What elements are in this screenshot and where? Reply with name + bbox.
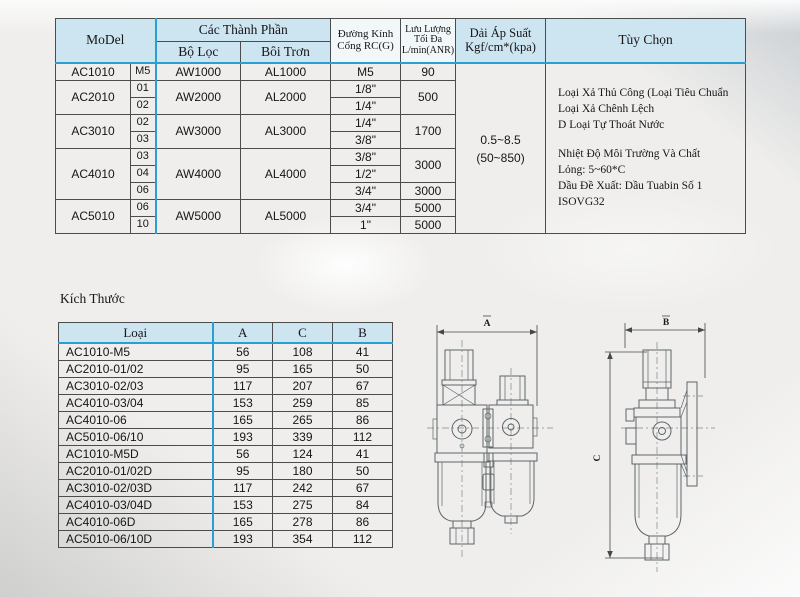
- port-cell: 3/4": [331, 183, 401, 200]
- dim-b-cell: 86: [333, 412, 393, 429]
- lubricator-cell: AL1000: [241, 63, 331, 81]
- option-line: Loại Xả Thủ Công (Loại Tiêu Chuẩn: [558, 87, 729, 100]
- dim-header-type: Loại: [59, 323, 213, 344]
- dim-b-cell: 50: [333, 463, 393, 480]
- header-port: [331, 19, 401, 64]
- dim-b-cell: 67: [333, 378, 393, 395]
- model-cell: AC3010: [56, 115, 131, 149]
- lubricator-cell: AL4000: [241, 149, 331, 200]
- port-cell: 1/4": [331, 98, 401, 115]
- dim-type-cell: AC2010-01/02D: [59, 463, 213, 480]
- filter-cell: AW1000: [156, 63, 241, 81]
- dim-type-cell: AC1010-M5: [59, 343, 213, 361]
- dim-row: [59, 429, 393, 446]
- pressure-range-cell: [456, 63, 546, 234]
- dim-a-cell: 193: [213, 429, 273, 446]
- dim-a-cell: 193: [213, 531, 273, 548]
- dim-header-a: A: [213, 323, 273, 344]
- dim-row: [59, 531, 393, 548]
- port-cell: 1/8": [331, 81, 401, 98]
- option-line: Nhiệt Độ Môi Trường Và Chất: [558, 148, 701, 161]
- flow-cell: 5000: [401, 200, 456, 217]
- port-cell: 1": [331, 217, 401, 234]
- dim-a-cell: 117: [213, 378, 273, 395]
- dim-b-cell: 67: [333, 480, 393, 497]
- option-gap: [558, 134, 739, 147]
- sub-model-cell: 04: [131, 166, 156, 183]
- filter-cell: AW4000: [156, 149, 241, 200]
- dim-b-cell: 112: [333, 531, 393, 548]
- spec-row: [56, 63, 746, 81]
- dim-type-cell: AC4010-03/04D: [59, 497, 213, 514]
- dimensions-section-title: Kích Thước: [60, 291, 125, 306]
- header-pressure-line1: Dải Áp Suất: [469, 26, 532, 41]
- header-lubricator: Bôi Trơn: [241, 42, 331, 64]
- dim-c-cell: 165: [273, 361, 333, 378]
- flow-cell: 5000: [401, 217, 456, 234]
- dim-a-cell: 165: [213, 412, 273, 429]
- dim-c-cell: 339: [273, 429, 333, 446]
- dimension-b: [625, 316, 705, 378]
- flow-cell: 3000: [401, 149, 456, 183]
- port-cell: 3/8": [331, 132, 401, 149]
- dim-c-cell: 207: [273, 378, 333, 395]
- dim-c-cell: 259: [273, 395, 333, 412]
- dim-c-cell: 124: [273, 446, 333, 463]
- dimension-a: [437, 316, 537, 406]
- side-view-drawing: [583, 306, 773, 586]
- header-port-line2: Cổng RC(G): [337, 39, 394, 52]
- option-line: Dầu Đề Xuất: Dầu Tuabin Số 1 ISOVG32: [558, 179, 703, 208]
- dim-type-cell: AC4010-03/04: [59, 395, 213, 412]
- dim-type-cell: AC3010-02/03: [59, 378, 213, 395]
- dim-a-cell: 56: [213, 446, 273, 463]
- dim-row: [59, 446, 393, 463]
- option-line: D Loại Tự Thoát Nước: [558, 119, 665, 132]
- header-flow: [401, 19, 456, 64]
- dimension-table: [58, 322, 393, 548]
- dim-row: [59, 343, 393, 361]
- dim-c-cell: 265: [273, 412, 333, 429]
- header-flow-line2: Tối Đa: [413, 34, 443, 46]
- option-line: Lỏng: 5~60*C: [558, 163, 626, 176]
- filter-cell: AW5000: [156, 200, 241, 234]
- dim-row: [59, 514, 393, 531]
- dim-c-cell: 278: [273, 514, 333, 531]
- lubricator-cell: AL3000: [241, 115, 331, 149]
- dim-b-cell: 85: [333, 395, 393, 412]
- sub-model-cell: 06: [131, 183, 156, 200]
- dim-label-b: B: [662, 318, 670, 328]
- flow-cell: 90: [401, 63, 456, 81]
- header-pressure: [456, 19, 546, 64]
- dim-a-cell: 56: [213, 343, 273, 361]
- dim-label-c: C: [593, 454, 603, 462]
- port-cell: 1/2": [331, 166, 401, 183]
- model-cell: AC4010: [56, 149, 131, 200]
- header-port-line1: Đường Kính: [337, 27, 394, 40]
- dim-a-cell: 95: [213, 463, 273, 480]
- dim-b-cell: 84: [333, 497, 393, 514]
- dim-a-cell: 153: [213, 395, 273, 412]
- dim-c-cell: 275: [273, 497, 333, 514]
- dim-header-b: B: [333, 323, 393, 344]
- dim-type-cell: AC5010-06/10D: [59, 531, 213, 548]
- sub-model-cell: 03: [131, 132, 156, 149]
- port-cell: 3/4": [331, 200, 401, 217]
- header-components: Các Thành Phần: [156, 19, 331, 42]
- dim-type-cell: AC2010-01/02: [59, 361, 213, 378]
- header-options: Tùy Chọn: [546, 19, 746, 64]
- dim-b-cell: 86: [333, 514, 393, 531]
- sub-model-cell: 03: [131, 149, 156, 166]
- dim-row: [59, 361, 393, 378]
- header-flow-line1: Lưu Lượng: [405, 23, 451, 35]
- pressure-range-line2: (50~850): [476, 150, 525, 165]
- dim-row: [59, 412, 393, 429]
- dim-header-c: C: [273, 323, 333, 344]
- dim-a-cell: 165: [213, 514, 273, 531]
- spec-table: [55, 18, 746, 234]
- port-cell: M5: [331, 63, 401, 81]
- options-cell: [546, 63, 746, 234]
- dim-row: [59, 395, 393, 412]
- sub-model-cell: 02: [131, 98, 156, 115]
- sub-model-cell: M5: [131, 63, 156, 81]
- header-pressure-line2: Kgf/cm*(kpa): [465, 39, 536, 54]
- dim-b-cell: 41: [333, 446, 393, 463]
- dim-type-cell: AC4010-06: [59, 412, 213, 429]
- model-cell: AC2010: [56, 81, 131, 115]
- header-flow-line3: L/min(ANR): [401, 44, 455, 56]
- filter-cell: AW2000: [156, 81, 241, 115]
- front-view-drawing: [425, 306, 555, 576]
- dim-c-cell: 354: [273, 531, 333, 548]
- dim-b-cell: 41: [333, 343, 393, 361]
- sub-model-cell: 02: [131, 115, 156, 132]
- filter-cell: AW3000: [156, 115, 241, 149]
- dim-row: [59, 480, 393, 497]
- model-cell: AC5010: [56, 200, 131, 234]
- dim-c-cell: 180: [273, 463, 333, 480]
- dim-type-cell: AC3010-02/03D: [59, 480, 213, 497]
- flow-cell: 3000: [401, 183, 456, 200]
- option-line: Loại Xả Chênh Lệch: [558, 103, 655, 116]
- port-cell: 3/8": [331, 149, 401, 166]
- sub-model-cell: 01: [131, 81, 156, 98]
- dim-b-cell: 50: [333, 361, 393, 378]
- dim-type-cell: AC1010-M5D: [59, 446, 213, 463]
- dim-a-cell: 153: [213, 497, 273, 514]
- sub-model-cell: 06: [131, 200, 156, 217]
- dim-row: [59, 463, 393, 480]
- sub-model-cell: 10: [131, 217, 156, 234]
- dim-row: [59, 497, 393, 514]
- header-filter: Bộ Lọc: [156, 42, 241, 64]
- port-cell: 1/4": [331, 115, 401, 132]
- dim-a-cell: 95: [213, 361, 273, 378]
- dim-row: [59, 378, 393, 395]
- lubricator-cell: AL2000: [241, 81, 331, 115]
- dim-type-cell: AC4010-06D: [59, 514, 213, 531]
- flow-cell: 500: [401, 81, 456, 115]
- dim-b-cell: 112: [333, 429, 393, 446]
- dim-a-cell: 117: [213, 480, 273, 497]
- dim-label-a: A: [483, 319, 491, 329]
- dim-type-cell: AC5010-06/10: [59, 429, 213, 446]
- lubricator-cell: AL5000: [241, 200, 331, 234]
- dim-c-cell: 242: [273, 480, 333, 497]
- header-model: MoDel: [56, 19, 156, 64]
- dim-c-cell: 108: [273, 343, 333, 361]
- flow-cell: 1700: [401, 115, 456, 149]
- model-cell: AC1010: [56, 63, 131, 81]
- pressure-range-line1: 0.5~8.5: [480, 132, 521, 147]
